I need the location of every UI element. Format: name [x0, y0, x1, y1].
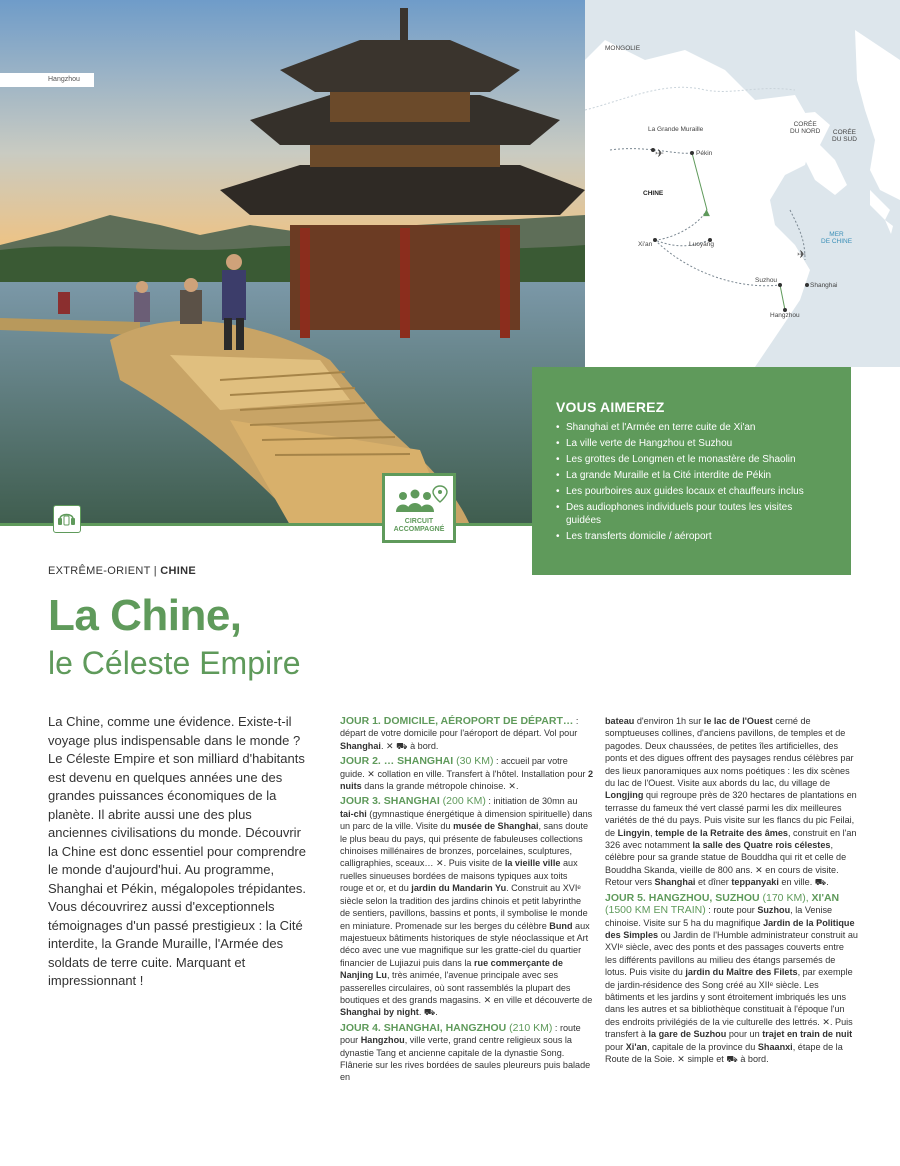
- day-2: JOUR 2. … SHANGHAI (30 KM) : accueil par votre guide. ✕ collation en ville. Transfert à l'hôtel. Installation pour 2 nuits dans la grande métropole chinoise. ✕.: [340, 755, 594, 792]
- map-label-coree-nord: CORÉE DU NORD: [790, 121, 821, 135]
- day-5: JOUR 5. HANGZHOU, SUZHOU (170 KM), XI'AN (1500 KM EN TRAIN) : route pour Suzhou, la Venise chinoise. Visite sur 5 ha du magnifique Jardin de la Politique des Simples ou Jardin de l'Humble administrateur construit au XVIᵉ siècle, avec des ponts et des passages couverts entre les différents pavillons au milieu des étangs parsemés de lotus. Puis visite du jardin du Maître des Filets, par exemple de jardin-résidence des Song créé au XIIᵉ siècle. Les bâtiments et les jardins y sont étroitement imbriqués les uns dans les autres et sa bibliothèque constituait à l'époque l'un des endroits privilégiés de la vie culturelle des lettrés. ✕. Puis transfert à la gare de Suzhou pour un trajet en train de nuit pour Xi'an, capitale de la province du Shaanxi, étape de la Route de la Soie. ✕ simple et ⛟ à bord.: [605, 891, 858, 1064]
- day-4-start: JOUR 4. SHANGHAI, HANGZHOU (210 KM) : route pour Hangzhou, ville verte, grand centre religieux sous la dynastie Tang et ancienne capitale de la dynastie Song. Flânerie sur les rives bordées de saules pleureurs puis balade en: [340, 1021, 591, 1083]
- list-item: • Les pourboires aux guides locaux et chauffeurs inclus: [556, 485, 821, 498]
- itinerary-column-2: [605, 715, 858, 1068]
- vous-aimerez-box: [532, 367, 851, 575]
- vous-aimerez-title: VOUS AIMEREZ: [556, 399, 665, 415]
- page-title: La Chine,: [48, 591, 242, 640]
- kicker-country: CHINE: [160, 565, 197, 577]
- badge-label: CIRCUIT ACCOMPAGNÉ: [393, 518, 445, 533]
- photo-caption: Hangzhou: [0, 73, 94, 87]
- hero-photo: [0, 0, 585, 525]
- map-label-luoyang: Luoyang: [689, 241, 714, 248]
- kicker-separator: |: [153, 565, 157, 577]
- vous-aimerez-list: [556, 421, 851, 543]
- list-item: • La grande Muraille et la Cité interdite de Pékin: [556, 469, 821, 482]
- kicker-region: EXTRÊME-ORIENT: [48, 565, 151, 577]
- group-icon: [385, 482, 453, 522]
- list-item: • Shanghai et l'Armée en terre cuite de Xi'an: [556, 421, 821, 434]
- map-label-coree-sud: CORÉE DU SUD: [832, 129, 857, 143]
- list-item: • La ville verte de Hangzhou et Suzhou: [556, 437, 821, 450]
- svg-text:▲: ▲: [703, 208, 710, 218]
- map-label-mongolie: MONGOLIE: [605, 45, 641, 52]
- map-label-chine: CHINE: [643, 190, 664, 197]
- intro-text: La Chine, comme une évidence. Existe-t-il voyage plus indispensable dans le monde ? Le Céleste Empire et son milliard d'habitants est devenu en quelques années une des grandes puissances économiques de la planète. Il abrite aussi une des plus anciennes civilisations du monde. Découvrir la Chine est donc essentiel pour comprendre le monde d'aujourd'hui. Au programme, Shanghai et Pékin, mégalopoles trépidantes. Vous découvrirez aussi d'exceptionnels témoignages d'un passé prestigieux : la Cité interdite, la Grande Muraille, l'Armée des soldats de terre cuite. Marquant et impressionnant !: [48, 714, 307, 988]
- map-label-pekin: Pékin: [696, 150, 713, 157]
- map-label-grande-muraille: La Grande Muraille: [648, 126, 704, 133]
- map-label-hangzhou: Hangzhou: [770, 312, 800, 319]
- list-item: • Des audiophones individuels pour toutes les visites guidées: [556, 501, 821, 527]
- map-label-shanghai: Shanghai: [810, 282, 838, 289]
- svg-text:✈: ✈: [655, 147, 665, 160]
- circuit-accompagne-badge: [382, 473, 456, 543]
- section-kicker: [48, 565, 196, 577]
- itinerary-column-1: [340, 715, 593, 1087]
- day-1: JOUR 1. DOMICILE, AÉROPORT DE DÉPART… : départ de votre domicile pour l'aéroport de départ. Vol pour Shanghai. ✕ ⛟ à bord.: [340, 715, 579, 751]
- map-label-mer-de-chine: MER DE CHINE: [821, 231, 853, 245]
- list-item: • Les transferts domicile / aéroport: [556, 530, 821, 543]
- china-map-illustration: [585, 0, 900, 367]
- day-4-continued: bateau d'environ 1h sur le lac de l'Ouest cerné de somptueuses collines, d'anciens pavillons, de temples et de pagodes. Deux chaussées, de petites îles artificielles, des ponts et des digues offrent des paysages rendus célèbres par des lieux panoramiques aux noms poétiques : les dix scènes du lac de l'Ouest. Visite aux abords du lac, du village de Longjing qui regroupe près de 320 hectares de plantations en terrasse du fameux thé vert classé parmi les dix meilleures variétés de thé du pays. Puis visite sur les flancs du pic Feilai, de Lingyin, temple de la Retraite des âmes, construit en l'an 326 avec notamment la salle des Quatre rois célestes, célèbre pour sa grande statue de Bouddha qui rit et celle de Bouddha Skanda, vieille de 800 ans. ✕ en cours de visite. Retour vers Shanghai et dîner teppanyaki en ville. ⛟.: [605, 716, 857, 888]
- route-map: [585, 0, 900, 367]
- map-label-suzhou: Suzhou: [755, 277, 778, 284]
- audiophone-icon: [53, 505, 81, 533]
- map-label-xian: Xi'an: [638, 241, 653, 248]
- page-subtitle: le Céleste Empire: [48, 645, 301, 681]
- day-3: JOUR 3. SHANGHAI (200 KM) : initiation de 30mn au tai-chi (gymnastique énergétique à dimension spirituelle) dans un parc de la ville. Visite du musée de Shanghai, sans doute le plus beau du pays, qui présente de fabuleuses collections chinoises millénaires de bronzes, porcelaines, sculptures, calligraphies, sceaux… ✕. Puis visite de la vieille ville aux ruelles sinueuses bordées de maisons typiques aux toits rouge et or, et du jardin du Mandarin Yu. Construit au XVIᵉ siècle selon la tradition des jardins chinois et petit labyrinthe de sentiers, pavillons, bassins et ponts, il symbolise le monde en miniature. Promenade sur les berges du célèbre Bund aux majestueux bâtiments historiques de style néoclassique et Art déco avec une vue magnifique sur les gratte-ciel du quartier financier de Lujiazui puis dans la rue commerçante de Nanjing Lu, très animée, l'avenue principale avec ses passerelles circulaires, où sont rassemblés la plupart des boutiques et des grands magasins. ✕ en ville et découverte de Shanghai by night. ⛟.: [340, 795, 593, 1018]
- svg-text:✈: ✈: [797, 248, 807, 261]
- list-item: • Les grottes de Longmen et le monastère de Shaolin: [556, 453, 821, 466]
